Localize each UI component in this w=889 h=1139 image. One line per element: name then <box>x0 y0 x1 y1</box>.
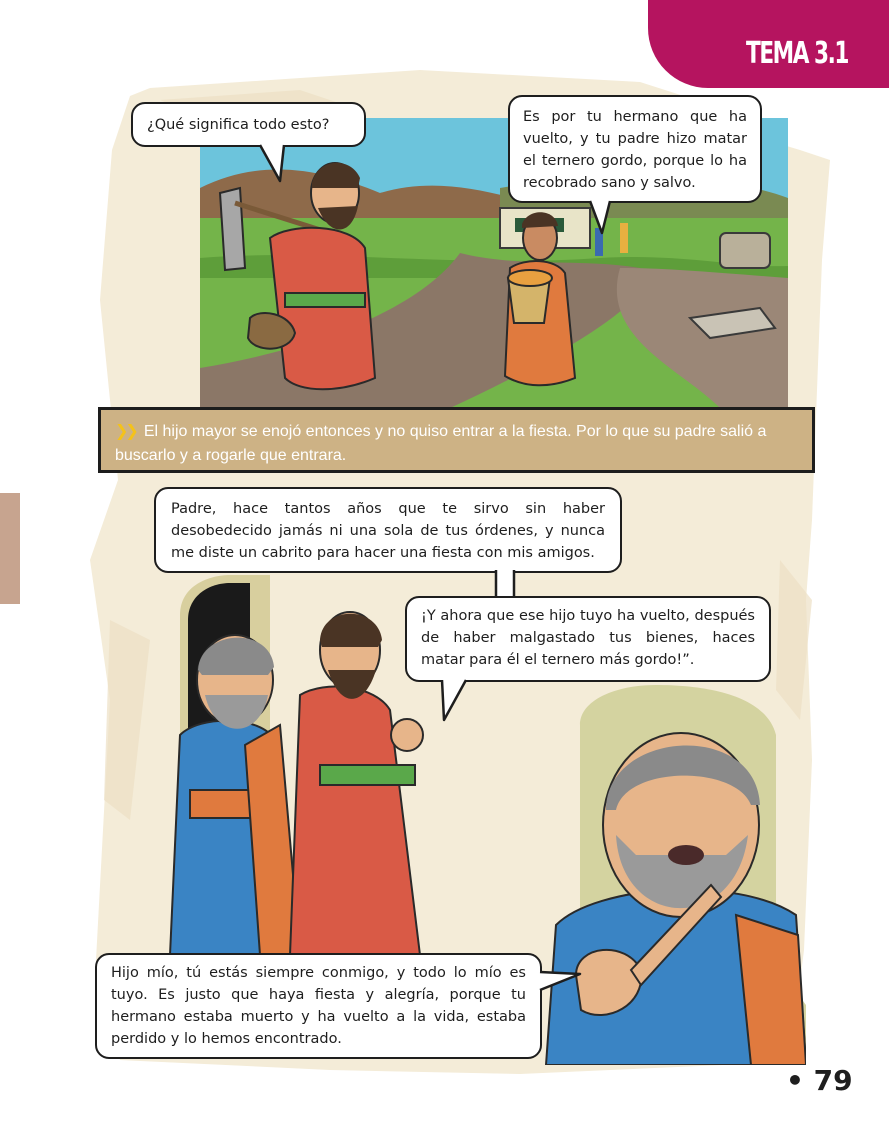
speech-text-complaint: Padre, hace tantos años que te sirvo sin haber desobedecido jamás ni una sola de tus órdenes, y nunca me diste un cabrito para hacer una fiesta con mis amigos. <box>171 501 605 561</box>
speech-tail-answer <box>588 199 614 235</box>
page-number <box>786 1064 853 1097</box>
side-tab <box>0 493 20 604</box>
speech-bubble-question <box>131 102 366 147</box>
father-illustration <box>536 685 806 1065</box>
speech-bubble-complaint <box>154 487 622 573</box>
page-bullet: • <box>786 1064 804 1097</box>
narration-caption <box>98 407 815 473</box>
speech-text-father: Hijo mío, tú estás siempre conmigo, y todo lo mío es tuyo. Es justo que haya fiesta y alegría, porque tu hermano estaba muerto y ha vuelto a la vida, estaba perdido y lo hemos encontrado. <box>111 965 526 1047</box>
speech-tail-father <box>538 968 582 994</box>
speech-text-question: ¿Qué significa todo esto? <box>147 117 330 133</box>
speech-text-answer: Es por tu hermano que ha vuelto, y tu padre hizo matar el ternero gordo, porque lo ha recobrado sano y salvo. <box>523 109 747 191</box>
speech-text-complaint-2: ¡Y ahora que ese hijo tuyo ha vuelto, después de haber malgastado tus bienes, haces matar para él el ternero más gordo!”. <box>421 608 755 668</box>
speech-tail-question <box>258 143 288 183</box>
speech-bubble-complaint-2 <box>405 596 771 682</box>
tema-label: TEMA 3.1 <box>746 36 848 71</box>
speech-tail-complaint-2 <box>438 678 472 722</box>
panel-father-closeup <box>536 685 806 1065</box>
page-number-value: 79 <box>813 1064 853 1097</box>
speech-bubble-father <box>95 953 542 1059</box>
caption-text: El hijo mayor se enojó entonces y no quiso entrar a la fiesta. Por lo que su padre salió a buscarlo y a rogarle que entrara. <box>115 423 767 464</box>
tema-tab <box>648 0 889 88</box>
double-chevron-icon: ❯❯ <box>115 423 136 440</box>
speech-bubble-answer <box>508 95 762 203</box>
